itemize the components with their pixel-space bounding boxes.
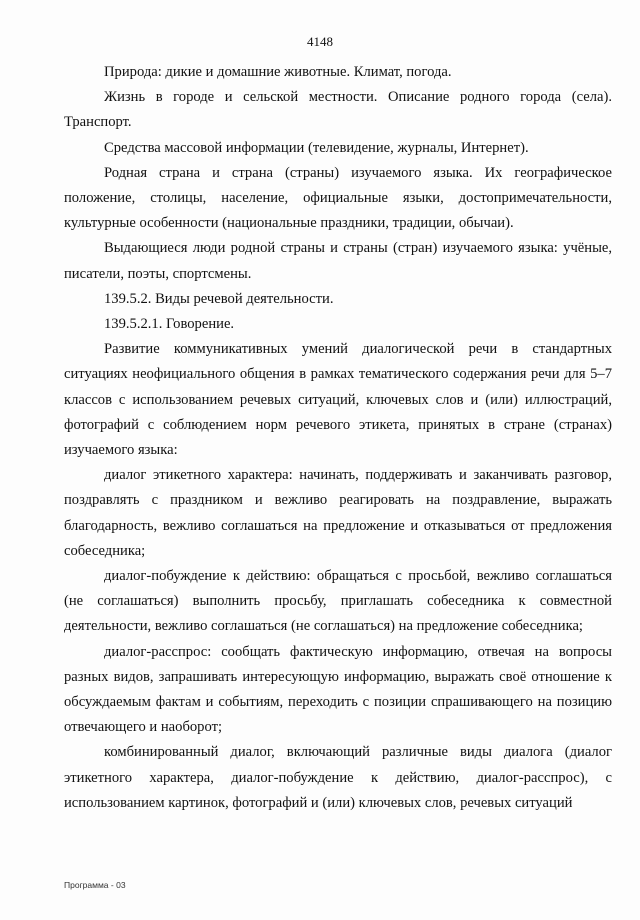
footer-note: Программа - 03 (64, 880, 126, 890)
section-heading-speech-activity: 139.5.2. Виды речевой деятельности. (104, 290, 334, 307)
paragraph-native-country: Родная страна и страна (страны) изучаемого языка. Их географическое положение, столицы, население, официальные языки, достопримечательности, культурные особенности (национальные праздники, традиции, обычаи). (64, 164, 612, 232)
paragraph-dialogue-skills: Развитие коммуникативных умений диалогической речи в стандартных ситуациях неофициального общения в рамках тематического содержания речи для 5–7 классов с использованием речевых ситуаций, ключевых слов и (или) иллюстраций, фотографий с соблюдением норм речевого этикета, принятых в стране (странах) изучаемого языка: (64, 341, 612, 459)
body-text (64, 60, 612, 816)
paragraph-etiquette-dialogue: диалог этикетного характера: начинать, поддерживать и заканчивать разговор, поздравлять с праздником и вежливо реагировать на поздравление, выражать благодарность, вежливо соглашаться на предложение и отказываться от предложения собеседника; (64, 467, 612, 559)
paragraph-outstanding-people: Выдающиеся люди родной страны и страны (стран) изучаемого языка: учёные, писатели, поэты, спортсмены. (64, 240, 612, 282)
paragraph-city-life: Жизнь в городе и сельской местности. Описание родного города (села). Транспорт. (64, 89, 612, 131)
section-heading-speaking: 139.5.2.1. Говорение. (104, 316, 235, 333)
paragraph-combined-dialogue: комбинированный диалог, включающий различные виды диалога (диалог этикетного характера, диалог-побуждение к действию, диалог-расспрос), с использованием картинок, фотографий и (или) ключевых слов, речевых ситуаций (64, 744, 612, 811)
paragraph-inquiry-dialogue: диалог-расспрос: сообщать фактическую информацию, отвечая на вопросы разных видов, запрашивать интересующую информацию, выражать своё отношение к обсуждаемым фактам и событиям, переходить с позиции спрашивающего на позицию отвечающего и наоборот; (64, 643, 612, 736)
paragraph-nature: Природа: дикие и домашние животные. Климат, погода. (104, 64, 452, 80)
paragraph-mass-media: Средства массовой информации (телевидение, журналы, Интернет). (104, 139, 529, 156)
page-number: 4148 (307, 34, 333, 49)
paragraph-incentive-dialogue: диалог-побуждение к действию: обращаться с просьбой, вежливо соглашаться (не соглашаться) выполнить просьбу, приглашать собеседника к совместной деятельности, вежливо соглашаться (не соглашаться) на предложение собеседника; (64, 568, 612, 635)
